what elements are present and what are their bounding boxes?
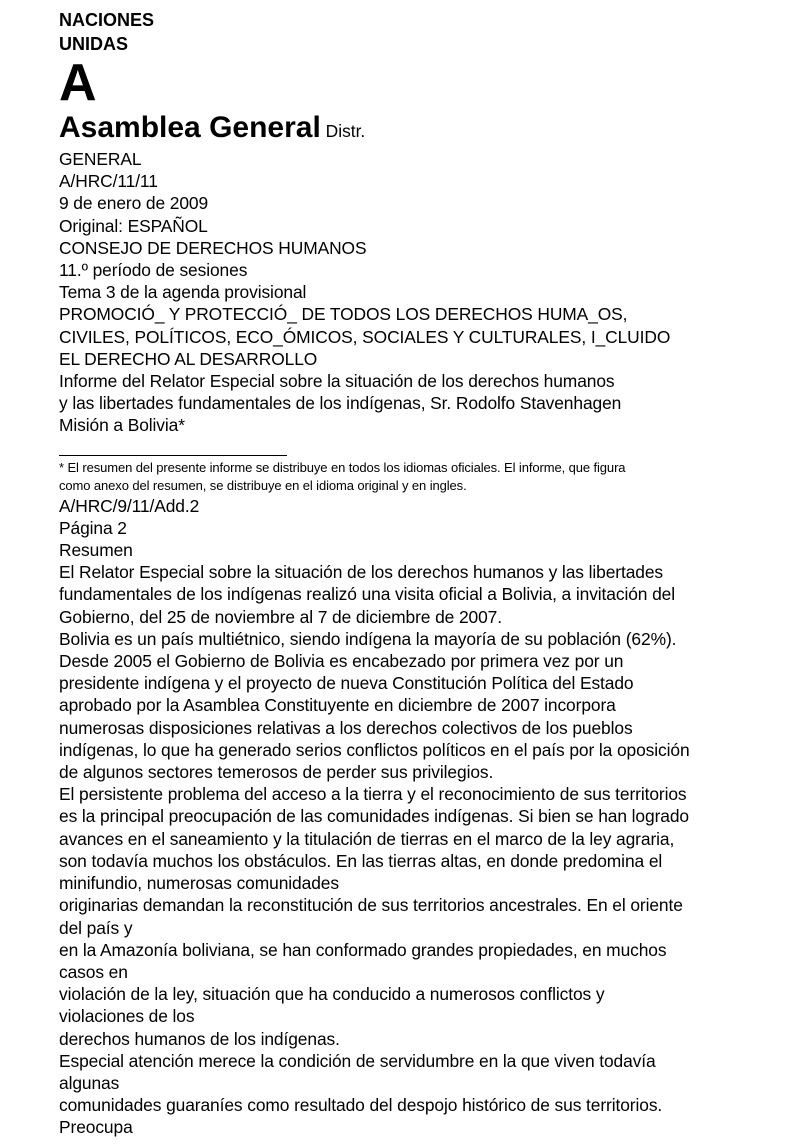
footnote-separator	[59, 437, 287, 456]
body-line: presidente indígena y el proyecto de nueva Constitución Política del Estado	[59, 673, 634, 694]
body-line: algunas	[59, 1072, 120, 1093]
body-line: aprobado por la Asamblea Constituyente en diciembre de 2007 incorpora	[59, 695, 616, 716]
assembly-heading	[59, 111, 779, 148]
body-line: Gobierno, del 25 de noviembre al 7 de diciembre de 2007.	[59, 606, 502, 627]
body-line: El Relator Especial sobre la situación de los derechos humanos y las libertades	[59, 562, 663, 583]
meta-line: Informe del Relator Especial sobre la situación de los derechos humanos	[59, 371, 615, 392]
body-line: es la principal preocupación de las comunidades indígenas. Si bien se han logrado	[59, 806, 689, 827]
body-line: de algunos sectores temerosos de perder sus privilegios.	[59, 762, 494, 783]
body-line: indígenas, lo que ha generado serios conflictos políticos en el país por la oposición	[59, 739, 690, 760]
meta-line: Tema 3 de la agenda provisional	[59, 282, 307, 303]
org-name-line-1: NACIONES	[59, 10, 155, 30]
meta-line: y las libertades fundamentales de los indígenas, Sr. Rodolfo Stavenhagen	[59, 393, 622, 414]
footnote-line: * El resumen del presente informe se distribuye en todos los idiomas oficiales. El informe, que figura	[59, 459, 626, 475]
body-line: violación de la ley, situación que ha conducido a numerosos conflictos y	[59, 984, 605, 1005]
body-line: en la Amazonía boliviana, se han conformado grandes propiedades, en muchos	[59, 939, 667, 960]
document-page	[59, 8, 779, 1139]
meta-line: EL DERECHO AL DESARROLLO	[59, 348, 318, 369]
document-metadata	[59, 148, 779, 437]
body-line: minifundio, numerosas comunidades	[59, 873, 339, 894]
assembly-title: Asamblea General	[59, 111, 321, 144]
body-line: Desde 2005 el Gobierno de Bolivia es encabezado por primera vez por un	[59, 651, 624, 672]
body-line: casos en	[59, 961, 128, 982]
meta-line: PROMOCIÓ_ Y PROTECCIÓ_ DE TODOS LOS DERECHOS HUMA_OS,	[59, 304, 628, 325]
distribution-label: Distr.	[325, 121, 366, 141]
body-line: Resumen	[59, 540, 133, 561]
body-line: Especial atención merece la condición de servidumbre en la que viven todavía	[59, 1050, 656, 1071]
meta-line: GENERAL	[59, 149, 142, 169]
body-line: derechos humanos de los indígenas.	[59, 1028, 340, 1049]
body-line: del país y	[59, 917, 133, 938]
document-body	[59, 495, 779, 1139]
meta-line: 11.º período de sesiones	[59, 260, 248, 281]
meta-line: A/HRC/11/11	[59, 171, 158, 192]
body-line: A/HRC/9/11/Add.2	[59, 495, 200, 516]
body-line: El persistente problema del acceso a la tierra y el reconocimiento de sus territorios	[59, 784, 687, 805]
body-line: Bolivia es un país multiétnico, siendo indígena la mayoría de su población (62%).	[59, 628, 677, 649]
body-line: Preocupa	[59, 1117, 133, 1138]
body-line: avances en el saneamiento y la titulación de tierras en el marco de la ley agraria,	[59, 828, 675, 849]
meta-line: 9 de enero de 2009	[59, 193, 209, 214]
body-line: originarias demandan la reconstitución de sus territorios ancestrales. En el oriente	[59, 895, 683, 916]
org-name-line-2: UNIDAS	[59, 34, 129, 54]
footnote-line: como anexo del resumen, se distribuye en el idioma original y en ingles.	[59, 477, 467, 493]
body-line: numerosas disposiciones relativas a los derechos colectivos de los pueblos	[59, 717, 633, 738]
meta-line: CONSEJO DE DERECHOS HUMANOS	[59, 237, 367, 258]
footnote	[59, 459, 779, 495]
meta-line: Original: ESPAÑOL	[59, 215, 208, 236]
body-line: violaciones de los	[59, 1006, 195, 1027]
body-line: comunidades guaraníes como resultado del despojo histórico de sus territorios.	[59, 1095, 663, 1116]
body-line: son todavía muchos los obstáculos. En las tierras altas, en donde predomina el	[59, 850, 663, 871]
body-line: Página 2	[59, 517, 127, 538]
meta-line: Misión a Bolivia*	[59, 415, 185, 436]
document-symbol-letter: A	[59, 54, 97, 112]
body-line: fundamentales de los indígenas realizó una visita oficial a Bolivia, a invitación del	[59, 584, 676, 605]
meta-line: CIVILES, POLÍTICOS, ECO_ÓMICOS, SOCIALES Y CULTURALES, I_CLUIDO	[59, 326, 671, 347]
